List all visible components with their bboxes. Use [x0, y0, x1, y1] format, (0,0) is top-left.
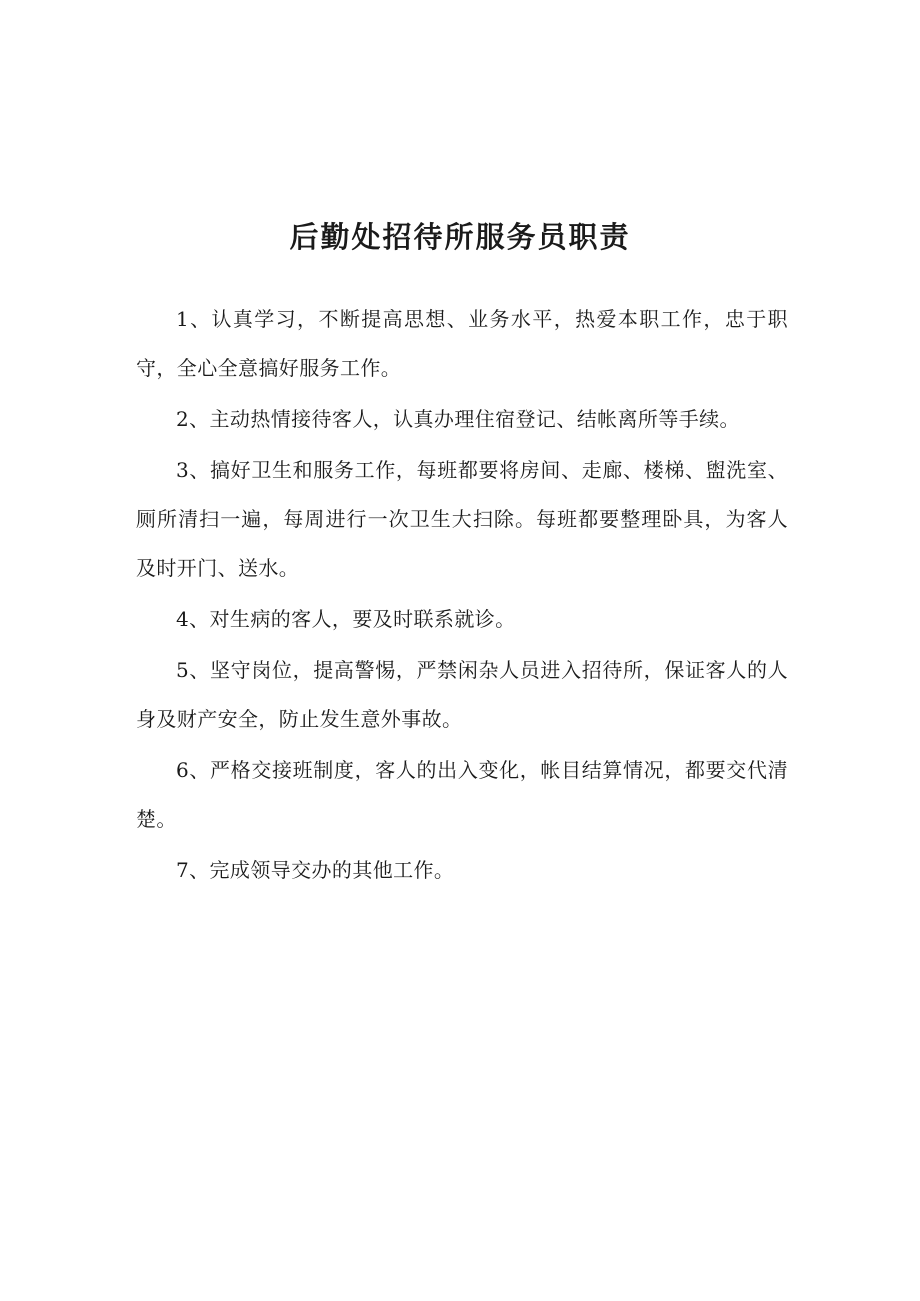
duty-item-4: 4、对生病的客人，要及时联系就诊。: [176, 607, 516, 631]
duty-item-7: 7、完成领导交办的其他工作。: [176, 858, 455, 882]
duty-item-6: 6、严格交接班制度，客人的出入变化，帐目结算情况，都要交代清楚。: [136, 758, 788, 831]
duty-item-2: 2、主动热情接待客人，认真办理住宿登记、结帐离所等手续。: [176, 407, 740, 431]
duty-item-3: 3、搞好卫生和服务工作，每班都要将房间、走廊、楼梯、盥洗室、厕所清扫一遍，每周进行一次卫生大扫除。每班都要整理卧具，为客人及时开门、送水。: [136, 458, 788, 580]
document-title: 后勤处招待所服务员职责: [289, 220, 631, 254]
duty-item-1: 1、认真学习，不断提高思想、业务水平，热爱本职工作，忠于职守，全心全意搞好服务工作。: [136, 307, 788, 380]
document-body: [136, 295, 788, 897]
duty-item-5: 5、坚守岗位，提高警惕，严禁闲杂人员进入招待所，保证客人的人身及财产安全，防止发生意外事故。: [136, 658, 788, 731]
